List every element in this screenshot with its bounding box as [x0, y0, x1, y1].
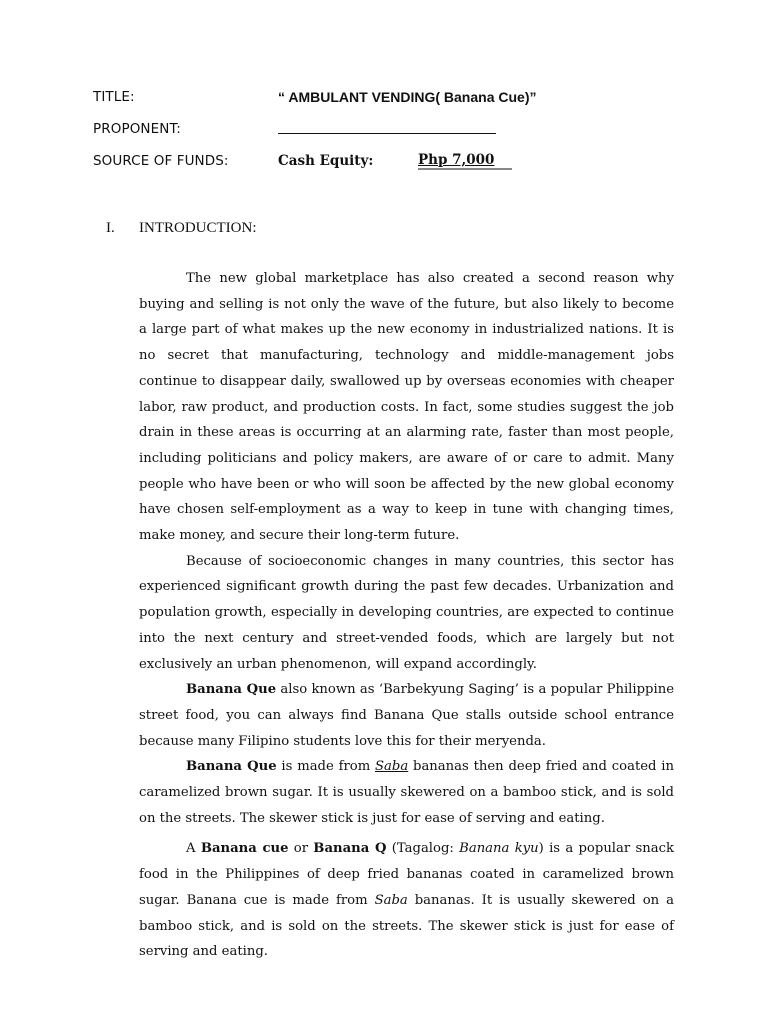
paragraph-5-tagalog-pre: (Tagalog:	[386, 841, 460, 857]
proponent-blank-line	[278, 133, 496, 134]
banana-que-term: Banana Que	[186, 759, 277, 775]
paragraph-3	[139, 677, 674, 754]
funds-type: Cash Equity:	[278, 153, 374, 169]
section-title: INTRODUCTION:	[139, 220, 257, 236]
paragraph-4	[139, 754, 674, 831]
paragraph-5-or: or	[288, 841, 314, 857]
section-number: I.	[106, 220, 115, 236]
saba-term-link[interactable]: Saba	[375, 759, 409, 775]
paragraph-2: Because of socioeconomic changes in many countries, this sector has experienced significant growth during the past few decades. Urbanization and population growth, especially in developing countries, are expected to continue into the next century and street-vended foods, which are largely but not exclusively an urban phenomenon, will expand accordingly.	[139, 553, 674, 672]
tagalog-word: Banana kyu	[459, 841, 539, 857]
paragraph-5	[139, 836, 674, 965]
funds-label: SOURCE OF FUNDS:	[93, 153, 229, 169]
paragraph-1: The new global marketplace has also created a second reason why buying and selling is not only the wave of the future, but also likely to become a large part of what makes up the new economy in industrialized nations. It is no secret that manufacturing, technology and middle-management jobs continue to disappear daily, swallowed up by overseas economies with cheaper labor, raw product, and production costs. In fact, some studies suggest the job drain in these areas is occurring at an alarming rate, faster than most people, including politicians and policy makers, are aware of or care to admit. Many people who have been or who will soon be affected by the new global economy have chosen self-employment as a way to keep in tune with changing times, make money, and secure their long-term future.	[139, 271, 674, 544]
banana-q-term: Banana Q	[313, 841, 387, 857]
title-value: “ AMBULANT VENDING( Banana Cue)”	[278, 89, 537, 105]
body-text	[139, 266, 674, 965]
saba-term: Saba	[374, 892, 408, 908]
section-heading	[106, 220, 257, 237]
paragraph-5-text: bananas. It is usually skewered on a bamboo stick, and is sold on the streets. The skewer stick is just for ease of serving and eating.	[139, 892, 674, 960]
paragraph-4-pre: is made from	[276, 759, 376, 775]
paragraph-3-text: also known as ‘Barbekyung Saging’ is a popular Philippine street food, you can always find Banana Que stalls outside school entrance because many Filipino students love this for their meryenda.	[139, 682, 675, 749]
proponent-label: PROPONENT:	[93, 121, 181, 137]
paragraph-4-text: bananas then deep fried and coated in caramelized brown sugar. It is usually skewered on a bamboo stick, and is sold on the streets. The skewer stick is just for ease of serving and eating.	[139, 759, 675, 826]
funds-amount: Php 7,000	[418, 152, 512, 170]
title-label: TITLE:	[93, 89, 135, 105]
banana-cue-term: Banana cue	[200, 841, 289, 857]
paragraph-5-mid: ) is a popular snack food in the Philippines of deep fried bananas coated in caramelized brown sugar. Banana cue is made from	[139, 841, 674, 908]
banana-que-term: Banana Que	[186, 682, 277, 698]
paragraph-5-a: A	[186, 841, 201, 857]
